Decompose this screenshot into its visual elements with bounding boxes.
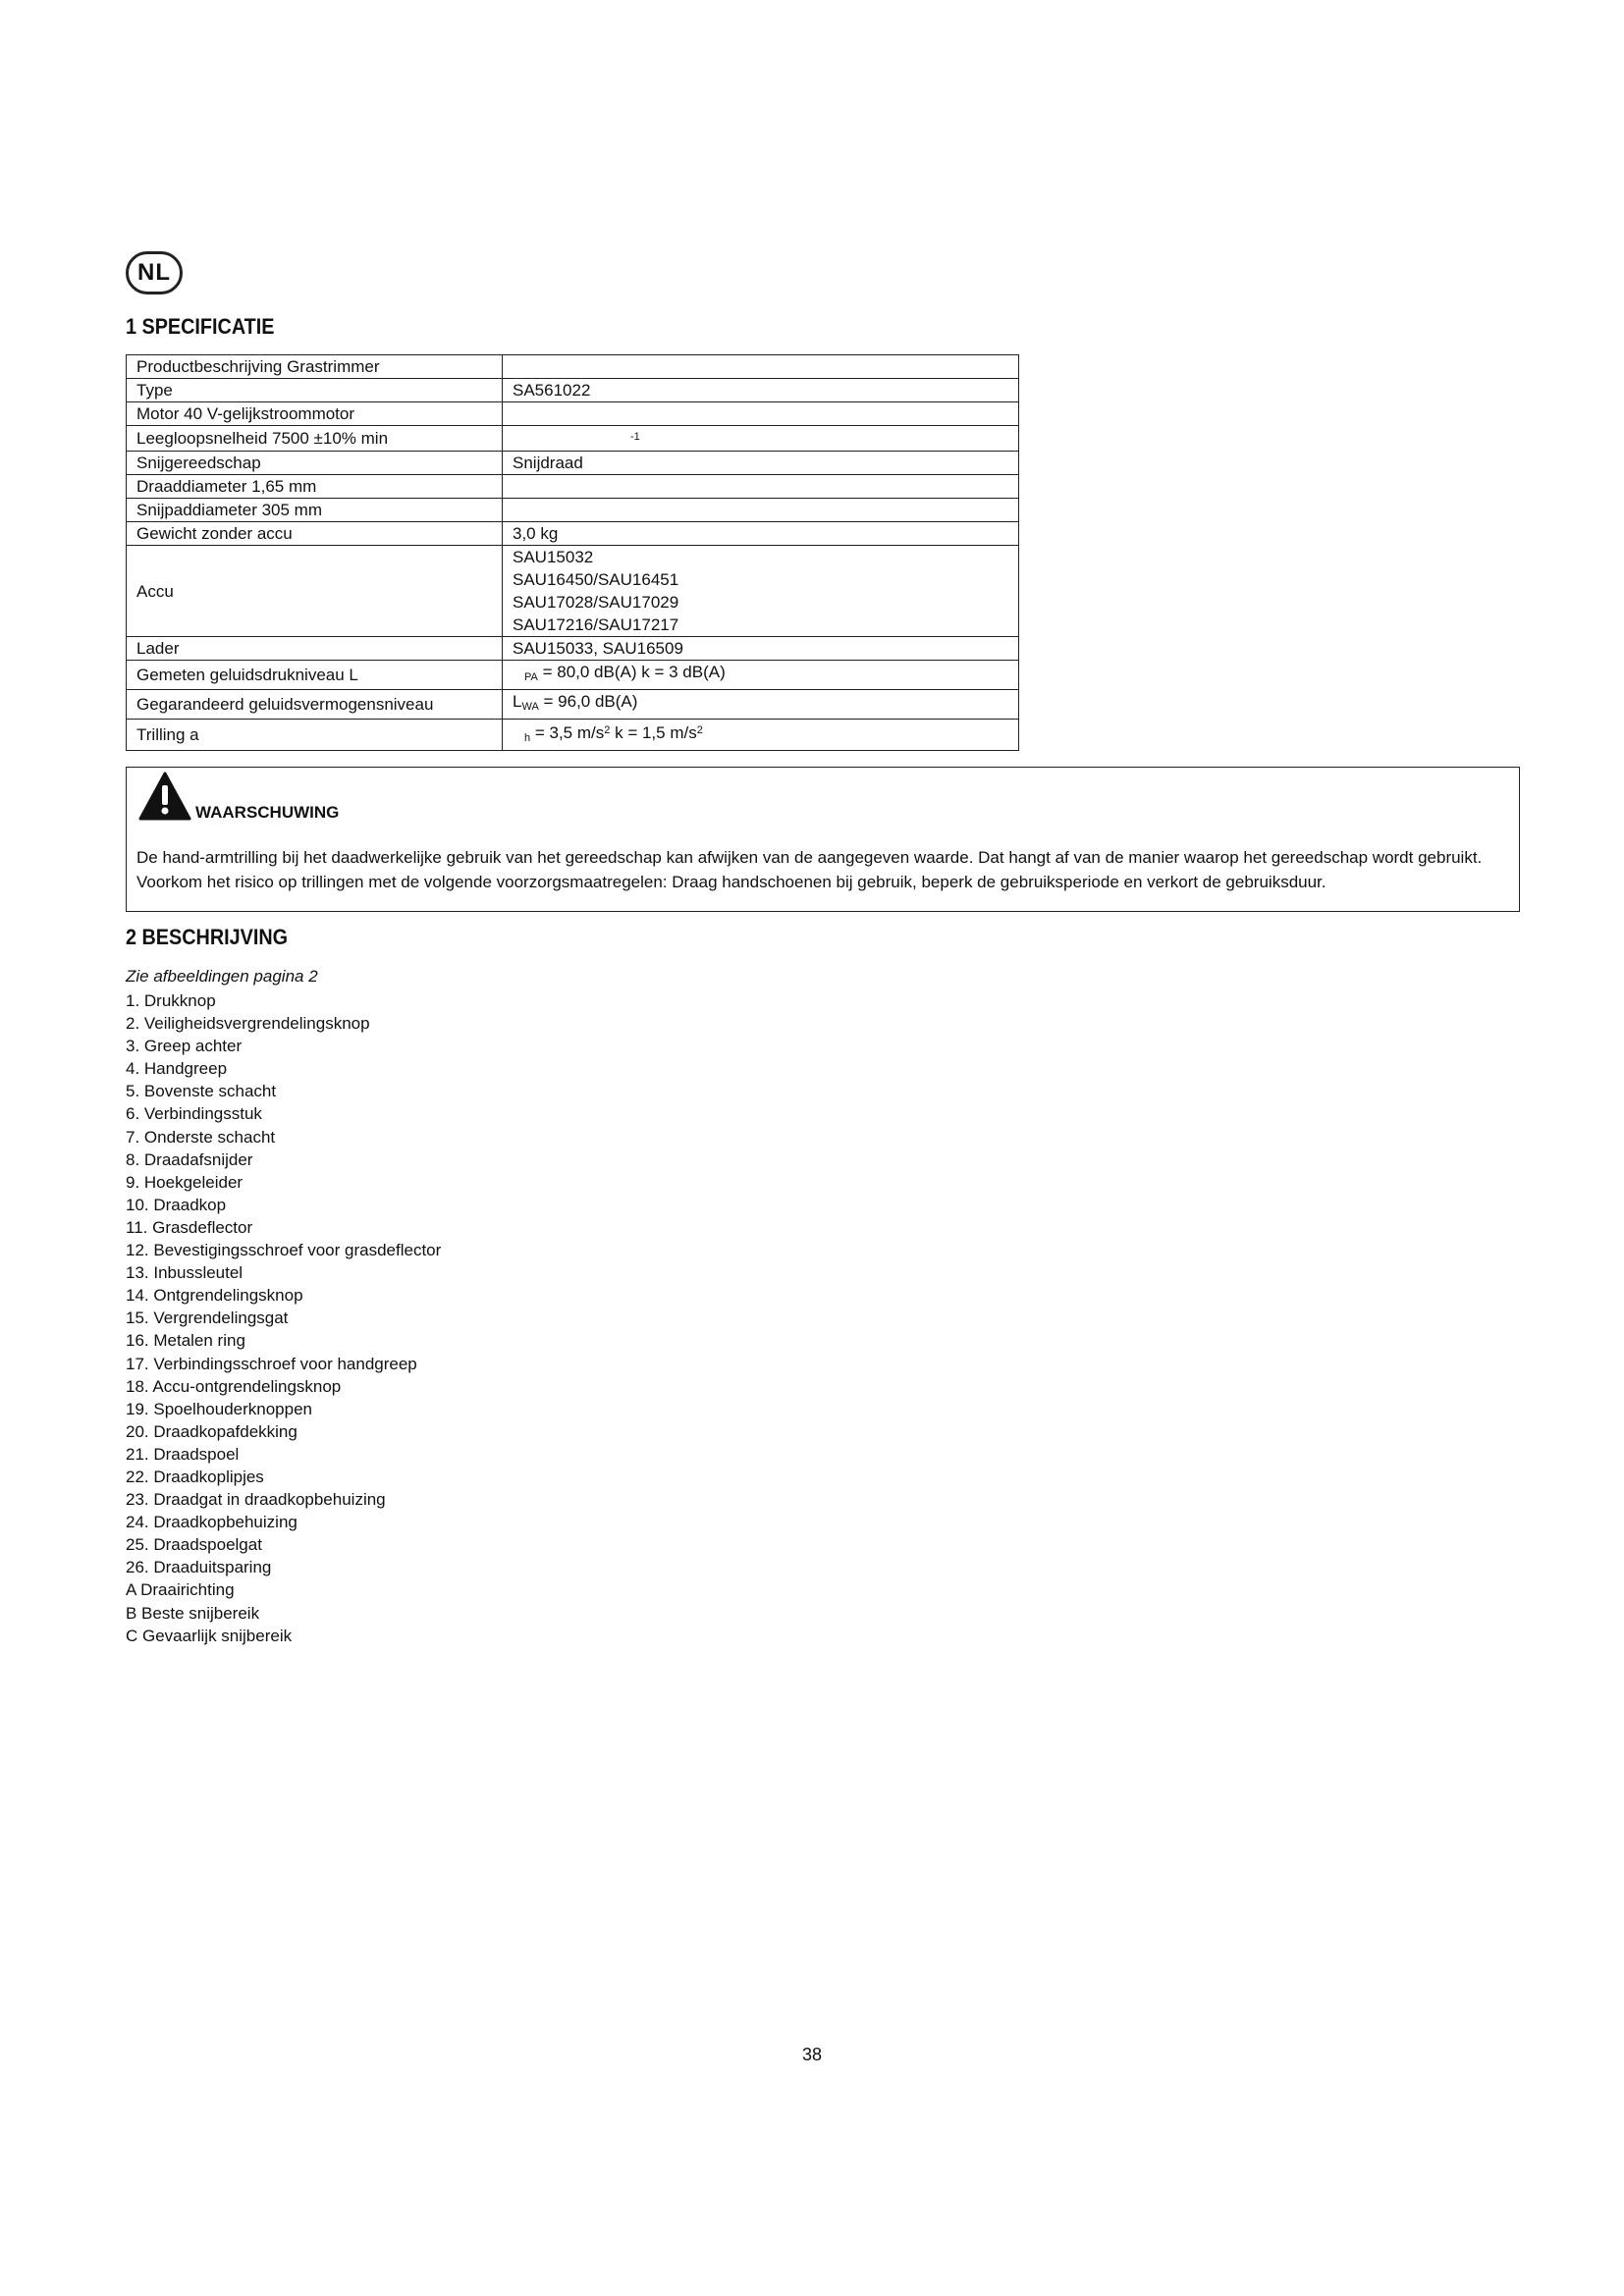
spec-label: Accu [127,546,503,637]
spec-value-superscript: 2 [696,724,703,736]
list-item: 15. Vergrendelingsgat [126,1308,289,1328]
list-item: 17. Verbindingsschroef voor handgreep [126,1354,417,1373]
spec-label: Lader [127,637,503,661]
parts-list [126,989,441,1647]
battery-model: SAU17028/SAU17029 [513,593,679,612]
spec-value [503,720,1019,751]
table-row [127,720,1019,751]
table-row [127,522,1019,546]
figure-reference: Zie afbeeldingen pagina 2 [126,967,318,986]
spec-value: SA561022 [503,379,1019,402]
list-item: 11. Grasdeflector [126,1217,253,1237]
specification-table [126,354,1019,751]
spec-value [503,546,1019,637]
spec-value: Snijdraad [503,452,1019,475]
spec-value-subscript: WA [521,701,539,713]
spec-value [503,402,1019,426]
spec-label: Snijpaddiameter 305 mm [127,499,503,522]
spec-value-superscript: 2 [604,724,611,736]
list-item: 5. Bovenste schacht [126,1082,277,1101]
list-item: 26. Draaduitsparing [126,1558,272,1577]
battery-model: SAU17216/SAU17217 [513,615,679,634]
warning-title: WAARSCHUWING [195,803,340,822]
spec-label: Snijgereedschap [127,452,503,475]
list-item: 20. Draadkopafdekking [126,1421,298,1441]
spec-label: Draaddiameter 1,65 mm [127,475,503,499]
spec-value [503,426,1019,452]
table-row [127,499,1019,522]
table-row [127,546,1019,637]
battery-model: SAU15032 [513,548,594,566]
list-item: 25. Draadspoelgat [126,1535,262,1555]
list-item: B Beste snijbereik [126,1603,260,1623]
table-row [127,690,1019,720]
list-item: 14. Ontgrendelingsknop [126,1286,303,1306]
spec-label: Motor 40 V-gelijkstroommotor [127,402,503,426]
language-badge: NL [126,251,183,294]
table-row [127,452,1019,475]
page-number: 38 [801,2045,823,2064]
spec-label: Trilling a [127,720,503,751]
spec-value-superscript: -1 [630,431,640,443]
spec-label: Type [127,379,503,402]
spec-label: Productbeschrijving Grastrimmer [127,355,503,379]
spec-label: Leegloopsnelheid 7500 ±10% min [127,426,503,452]
list-item: 21. Draadspoel [126,1444,240,1464]
section-1-title: 1 SPECIFICATIE [126,314,275,339]
spec-label: Gewicht zonder accu [127,522,503,546]
list-item: 8. Draadafsnijder [126,1149,253,1169]
spec-value [503,355,1019,379]
table-row [127,661,1019,690]
battery-model: SAU16450/SAU16451 [513,570,679,589]
spec-value-text: = 80,0 dB(A) k = 3 dB(A) [537,663,726,681]
list-item: A Draairichting [126,1580,235,1600]
spec-value-text: = 96,0 dB(A) [538,692,638,711]
list-item: C Gevaarlijk snijbereik [126,1626,293,1645]
table-row [127,426,1019,452]
list-item: 19. Spoelhouderknoppen [126,1399,312,1418]
table-row [127,402,1019,426]
warning-triangle-icon [138,772,191,821]
spec-value: 3,0 kg [503,522,1019,546]
spec-value-prefix: L [513,692,522,711]
list-item: 10. Draadkop [126,1195,227,1214]
list-item: 9. Hoekgeleider [126,1172,244,1192]
list-item: 13. Inbussleutel [126,1263,244,1283]
warning-box [126,767,1520,912]
list-item: 16. Metalen ring [126,1331,245,1351]
list-item: 6. Verbindingsstuk [126,1104,262,1124]
spec-value [503,475,1019,499]
warning-text [136,845,1509,894]
spec-value-text: = 3,5 m/s [530,723,605,742]
section-2-title: 2 BESCHRIJVING [126,925,289,949]
list-item: 22. Draadkoplipjes [126,1467,264,1486]
list-item: 18. Accu-ontgrendelingsknop [126,1376,342,1396]
spec-value: SAU15033, SAU16509 [503,637,1019,661]
table-row [127,637,1019,661]
spec-value-subscript: h [524,732,531,744]
table-row [127,379,1019,402]
warning-line: Voorkom het risico op trillingen met de volgende voorzorgsmaatregelen: Draag handschoenen bij gebruik, beperk de gebruiksperiode en verkort de gebruiksduur. [136,873,1326,891]
spec-value [503,690,1019,720]
spec-value [503,499,1019,522]
list-item: 2. Veiligheidsvergrendelingsknop [126,1014,370,1034]
list-item: 3. Greep achter [126,1037,243,1056]
table-row [127,475,1019,499]
list-item: 23. Draadgat in draadkopbehuizing [126,1490,386,1510]
list-item: 12. Bevestigingsschroef voor grasdeflector [126,1241,442,1260]
spec-value-subscript: PA [524,671,538,683]
list-item: 7. Onderste schacht [126,1127,276,1147]
list-item: 24. Draadkopbehuizing [126,1513,298,1532]
warning-line: De hand-armtrilling bij het daadwerkelijke gebruik van het gereedschap kan afwijken van de aangegeven waarde. Dat hangt af van de manier waarop het gereedschap wordt gebruikt. [136,848,1483,867]
spec-label: Gegarandeerd geluidsvermogensniveau [127,690,503,720]
spec-value [503,661,1019,690]
spec-label: Gemeten geluidsdrukniveau L [127,661,503,690]
table-row [127,355,1019,379]
list-item: 1. Drukknop [126,991,216,1010]
spec-value-tail: k = 1,5 m/s [610,723,697,742]
list-item: 4. Handgreep [126,1059,228,1079]
